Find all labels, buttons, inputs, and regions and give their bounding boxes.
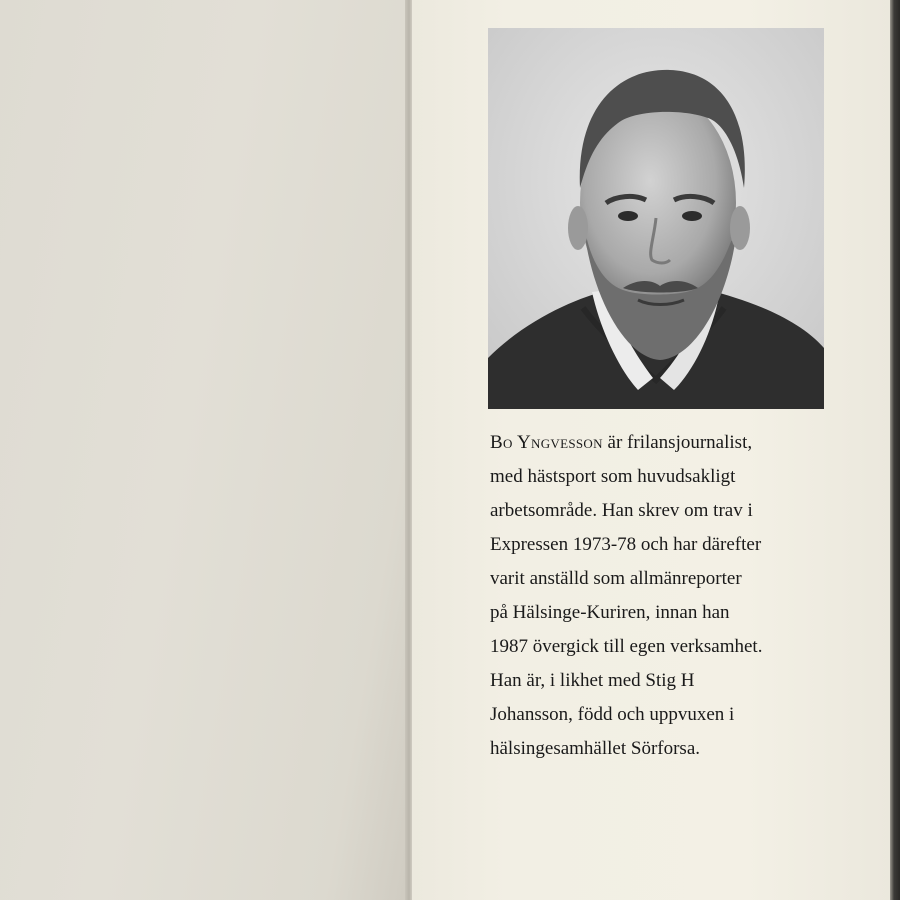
bio-line-10: hälsingesamhället Sörforsa. xyxy=(490,738,701,759)
bio-line-1 xyxy=(490,426,850,460)
author-bio xyxy=(490,426,850,766)
bio-line-8: Han är, i likhet med Stig H xyxy=(490,670,695,691)
bio-line-9: Johansson, född och uppvuxen i xyxy=(490,704,735,725)
bio-line-4: Expressen 1973-78 och har därefter xyxy=(490,534,762,555)
bio-line-7: 1987 övergick till egen verksamhet. xyxy=(490,636,763,657)
bio-line-5: varit anställd som allmänreporter xyxy=(490,568,742,589)
bio-line-1-text: är frilansjournalist, xyxy=(602,432,753,453)
bio-line-2: med hästsport som huvudsakligt xyxy=(490,466,736,487)
bio-line-3: arbetsområde. Han skrev om trav i xyxy=(490,500,753,521)
blank-left-page xyxy=(0,0,410,900)
author-name: Bo Yngvesson xyxy=(490,432,603,453)
bio-line-6: på Hälsinge-Kuriren, innan han xyxy=(490,602,730,623)
book-cover-edge xyxy=(890,0,900,900)
author-photo xyxy=(488,28,824,409)
